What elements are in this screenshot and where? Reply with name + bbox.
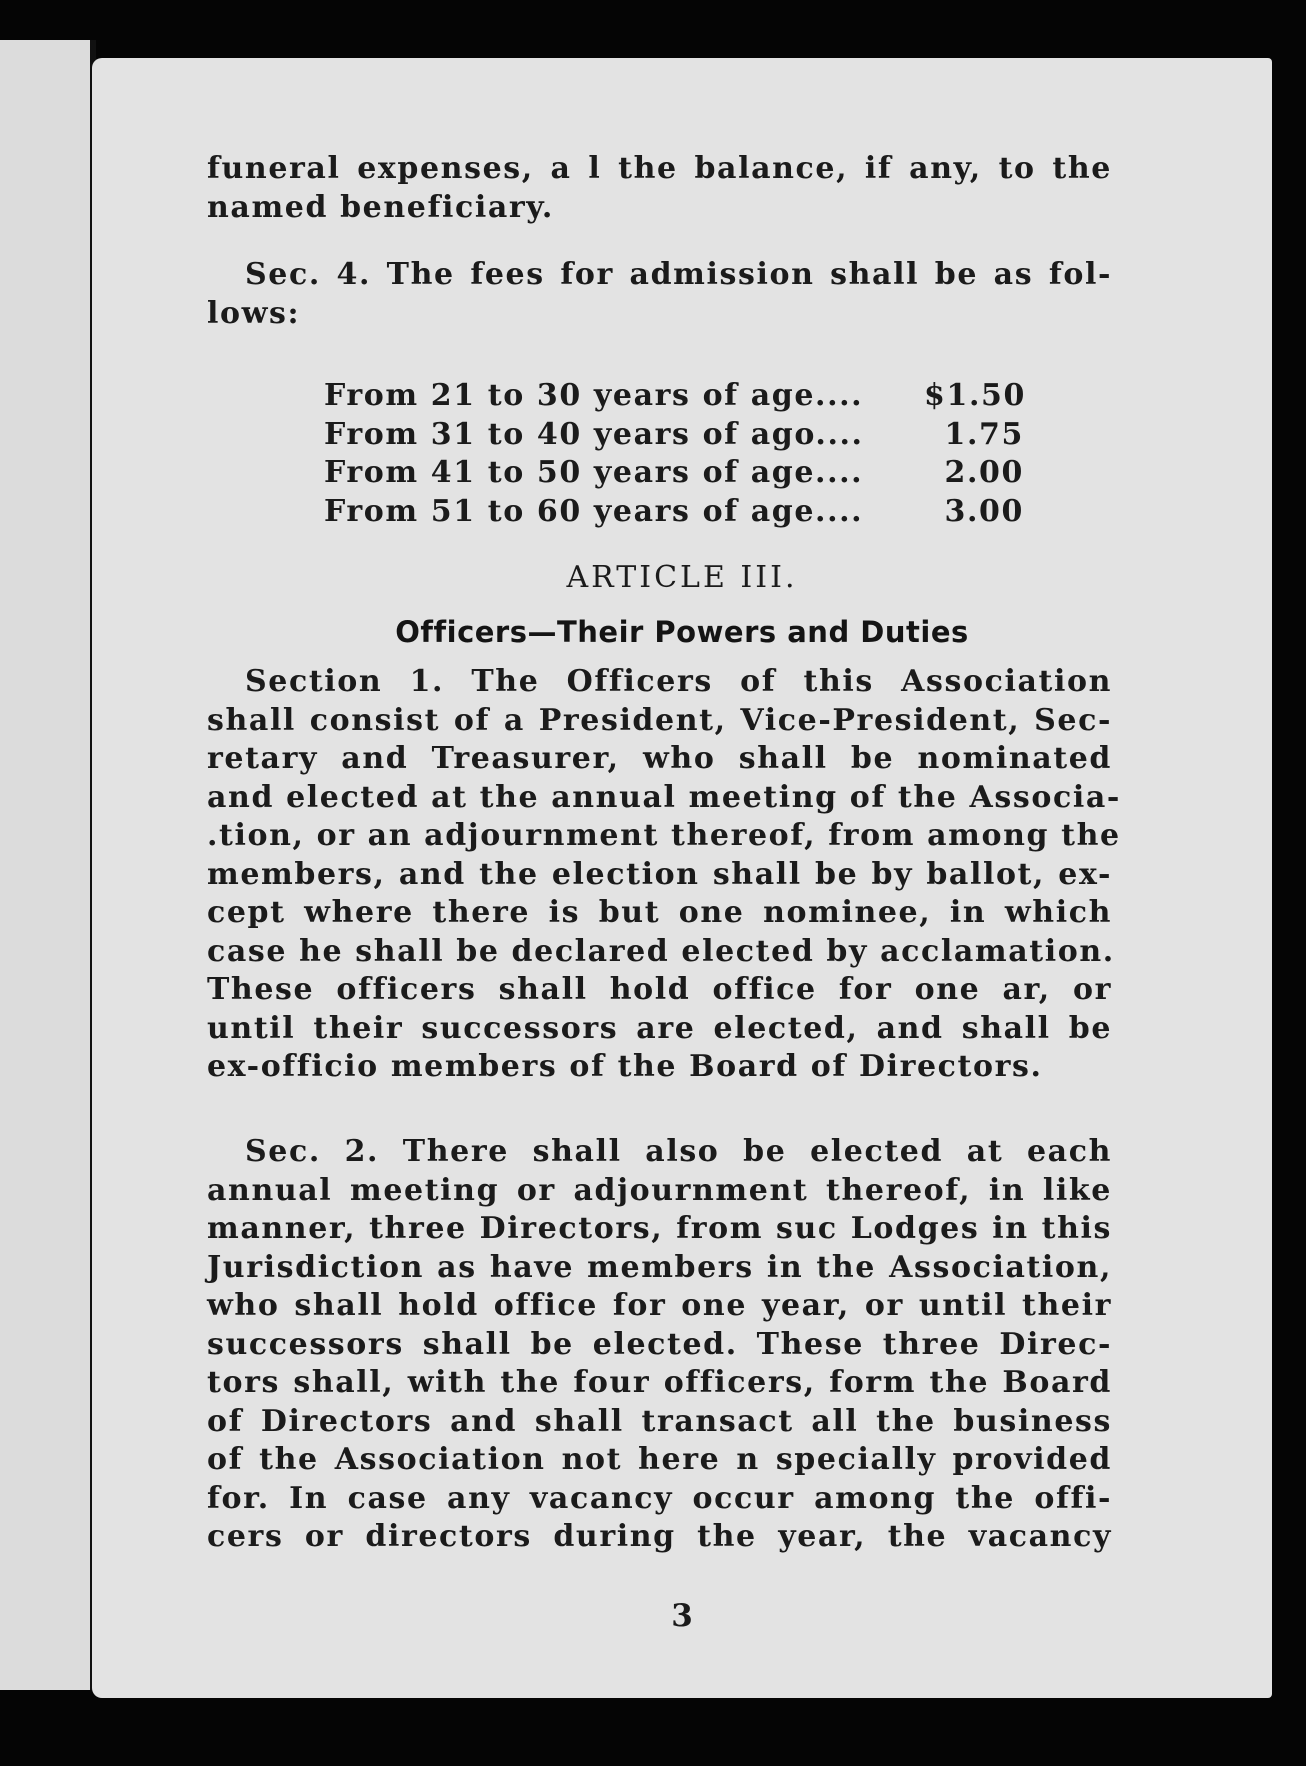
- text-line: These officers shall hold office for one ar, or: [207, 972, 1112, 1007]
- text-line: tors shall, with the four officers, form the Board: [207, 1365, 1112, 1400]
- text-line: retary and Treasurer, who shall be nominated: [207, 741, 1112, 776]
- text-line: and elected at the annual meeting of the Associa-: [207, 779, 1121, 815]
- fee-row: [324, 416, 1104, 455]
- text-line: Sec. 2. There shall also be elected at each: [245, 1134, 1112, 1169]
- text-line: members, and the election shall be by ballot, ex-: [207, 856, 1112, 892]
- text-line: of the Association not here n specially provided: [207, 1442, 1112, 1477]
- fee-age-range: From 51 to 60 years of age....: [324, 493, 864, 529]
- text-line: annual meeting or adjournment thereof, in like: [207, 1172, 1112, 1208]
- paragraph-funeral-expenses: [207, 150, 1112, 227]
- fee-row: [324, 493, 1104, 532]
- fee-row: [324, 377, 1104, 416]
- fee-amount: $1.50: [924, 378, 1026, 413]
- article-heading: ARTICLE III.: [566, 560, 798, 595]
- fee-age-range: From 41 to 50 years of age....: [324, 455, 864, 490]
- text-line: shall consist of a President, Vice-President, Sec-: [207, 702, 1112, 738]
- fee-row: [324, 454, 1104, 493]
- fee-age-range: From 31 to 40 years of ago....: [324, 416, 864, 452]
- text-line: until their successors are elected, and shall be: [207, 1010, 1112, 1046]
- text-line: .tion, or an adjournment thereof, from among the: [207, 818, 1121, 853]
- text-line: Jurisdiction as have members in the Association,: [207, 1249, 1112, 1285]
- paragraph-sec-2: [207, 1133, 1112, 1557]
- page-number: 3: [671, 1598, 693, 1634]
- text-line: funeral expenses, a l the balance, if any, to the: [207, 151, 1112, 186]
- text-line: cers or directors during the year, the vacancy: [207, 1519, 1112, 1554]
- text-line: ex-officio members of the Board of Directors.: [207, 1049, 1043, 1084]
- text-line: of Directors and shall transact all the business: [207, 1403, 1112, 1439]
- fee-amount: 3.00: [944, 493, 1024, 529]
- fee-amount: 2.00: [944, 455, 1024, 490]
- facing-page-edge: [0, 40, 96, 1690]
- paragraph-section-1: [207, 663, 1121, 1087]
- admission-fees-table: [324, 377, 1104, 531]
- text-line: for. In case any vacancy occur among the offi-: [207, 1480, 1112, 1516]
- text-line: Section 1. The Officers of this Association: [245, 664, 1112, 699]
- paragraph-sec-4: [207, 256, 1112, 333]
- text-line: who shall hold office for one year, or until their: [207, 1288, 1112, 1323]
- text-line: cept where there is but one nominee, in which: [207, 895, 1112, 930]
- text-line: case he shall be declared elected by acclamation.: [207, 933, 1115, 969]
- text-line: Sec. 4. The fees for admission shall be as fol-: [245, 257, 1112, 292]
- article-subtitle: Officers—Their Powers and Duties: [395, 615, 969, 649]
- text-line: successors shall be elected. These three Direc-: [207, 1326, 1112, 1362]
- fee-amount: 1.75: [944, 416, 1024, 452]
- text-line: manner, three Directors, from suc Lodges in this: [207, 1211, 1112, 1246]
- text-line: named beneficiary.: [207, 189, 554, 225]
- text-line: lows:: [207, 295, 301, 331]
- document-page: [92, 58, 1272, 1698]
- fee-age-range: From 21 to 30 years of age....: [324, 378, 864, 413]
